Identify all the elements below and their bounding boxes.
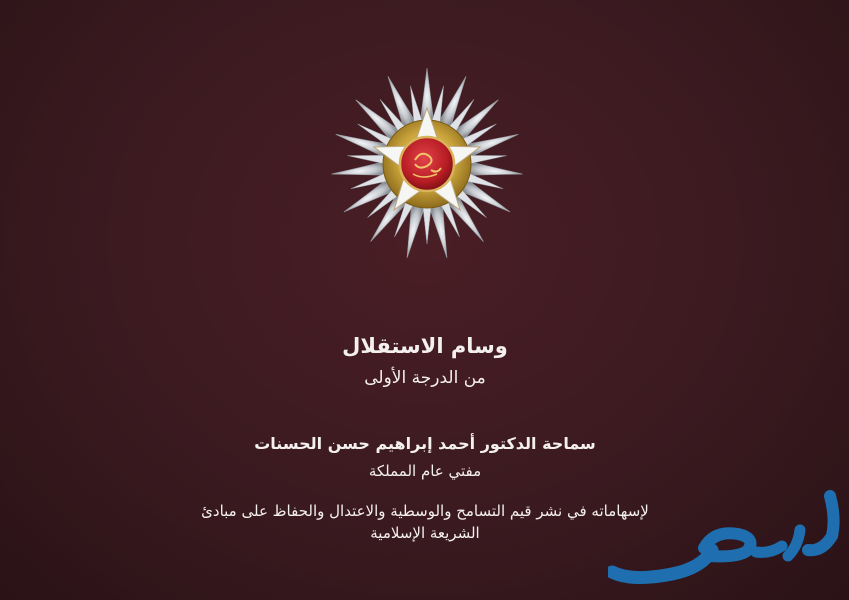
- recipient-name: سماحة الدكتور أحمد إبراهيم حسن الحسنات: [254, 434, 596, 453]
- award-reason-line-1: لإسهاماته في نشر قيم التسامح والوسطية والاعتدال والحفاظ على مبادئ: [201, 502, 649, 520]
- award-reason-line-2: الشريعة الإسلامية: [370, 524, 480, 542]
- recipient-role: مفتي عام المملكة: [368, 462, 482, 480]
- medal-icon: [322, 66, 532, 266]
- rased-logo: [608, 490, 840, 590]
- award-grade: من الدرجة الأولى: [364, 368, 486, 388]
- award-title: وسام الاستقلال: [342, 334, 508, 358]
